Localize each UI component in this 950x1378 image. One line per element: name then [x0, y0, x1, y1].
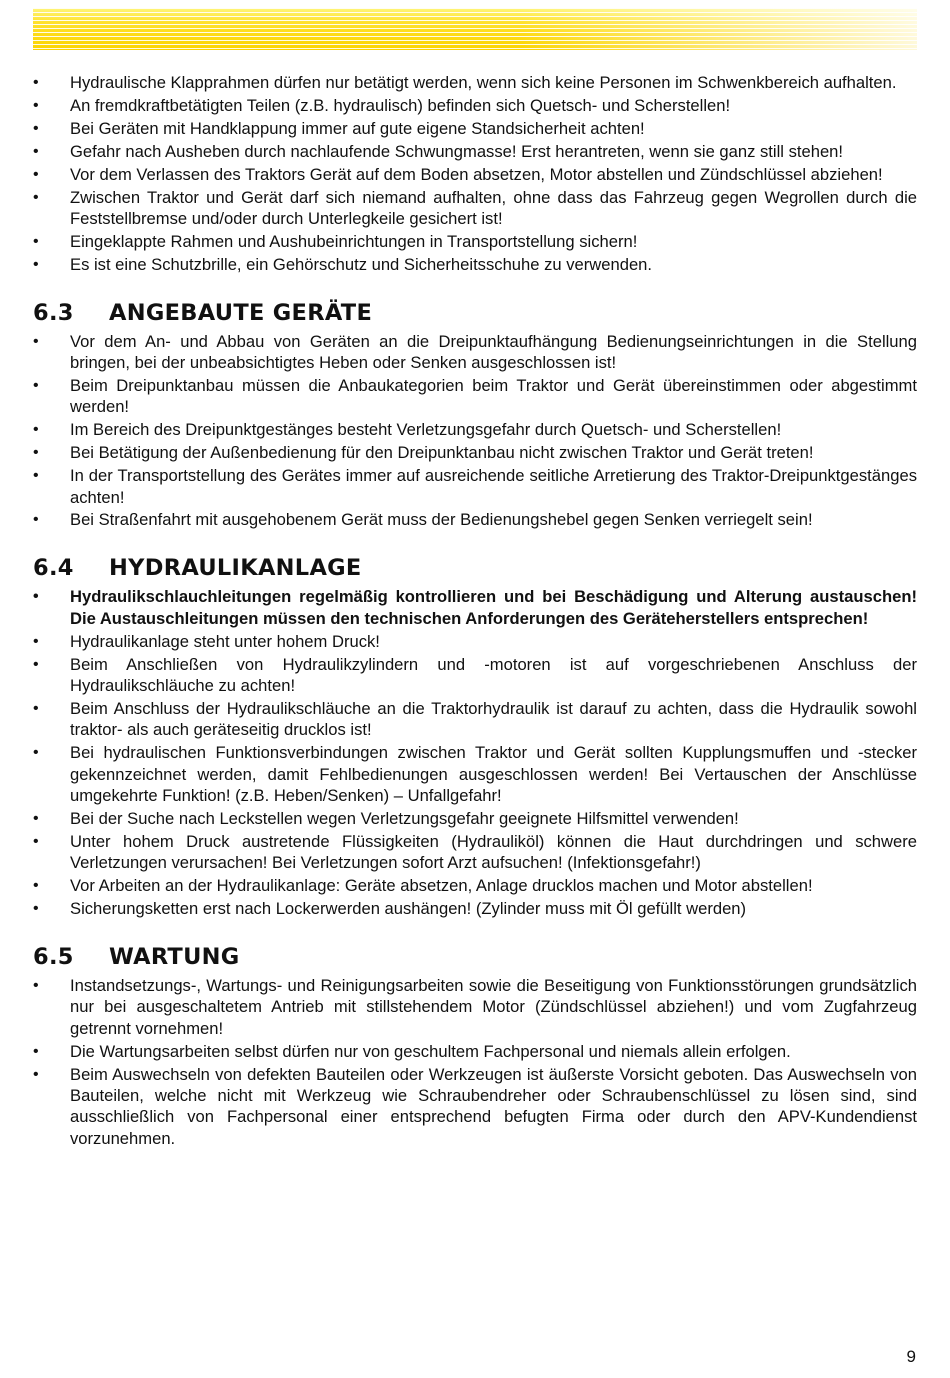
section-number: 6.3 — [33, 299, 74, 326]
banner-stripes — [33, 8, 917, 50]
list-item-bold: • Hydraulikschlauchleitungen regelmäßig kontrollieren und bei Beschädigung und Alterung austauschen! Die Austauschleitungen müssen den technischen Anforderungen des Geräteherstellers entsprechen! — [33, 586, 917, 629]
list-item: • Beim Dreipunktanbau müssen die Anbaukategorien beim Traktor und Gerät übereinstimmen oder abgestimmt werden! — [33, 375, 917, 418]
list-item: • Bei hydraulischen Funktionsverbindungen zwischen Traktor und Gerät sollten Kupplungsmuffen und -stecker gekennzeichnet werden, damit Fehlbedienungen ausgeschlossen werden! Bei Vertauschen der Anschlüsse umgekehrte Funktion! (z.B. Heben/Senken) – Unfallgefahr! — [33, 742, 917, 806]
section-title: HYDRAULIKANLAGE — [109, 555, 362, 582]
list-item: • Bei der Suche nach Leckstellen wegen Verletzungsgefahr geeignete Hilfsmittel verwenden! — [33, 808, 917, 829]
section-title: ANGEBAUTE GERÄTE — [109, 299, 373, 326]
intro-bullet-list — [33, 72, 917, 275]
document-body — [33, 72, 917, 1151]
list-item: • Vor dem Verlassen des Traktors Gerät auf dem Boden absetzen, Motor abstellen und Zündschlüssel abziehen! — [33, 164, 917, 185]
list-item: • Vor dem An- und Abbau von Geräten an die Dreipunktaufhängung Bedienungseinrichtungen in die Stellung bringen, bei der unbeabsichtigtes Heben oder Senken ausgeschlossen ist! — [33, 331, 917, 374]
list-item: • Beim Anschließen von Hydraulikzylindern und -motoren ist auf vorgeschriebenen Anschluss der Hydraulikschläuche zu achten! — [33, 654, 917, 697]
list-item: • Beim Anschluss der Hydraulikschläuche an die Traktorhydraulik ist darauf zu achten, dass die Hydraulik sowohl traktor- als auch geräteseitig drucklos ist! — [33, 698, 917, 741]
list-item: • Eingeklappte Rahmen und Aushubeinrichtungen in Transportstellung sichern! — [33, 231, 917, 252]
section-title: WARTUNG — [109, 943, 240, 970]
section-6-5-bullet-list — [33, 975, 917, 1149]
section-number: 6.5 — [33, 943, 74, 970]
section-heading-6-4 — [33, 555, 917, 581]
list-item: • Zwischen Traktor und Gerät darf sich niemand aufhalten, ohne dass das Fahrzeug gegen Wegrollen durch die Feststellbremse und/oder durch Unterlegkeile gesichert ist! — [33, 187, 917, 230]
list-item: • Die Wartungsarbeiten selbst dürfen nur von geschultem Fachpersonal und niemals allein erfolgen. — [33, 1041, 917, 1062]
list-item: • Vor Arbeiten an der Hydraulikanlage: Geräte absetzen, Anlage drucklos machen und Motor abstellen! — [33, 875, 917, 896]
list-item: • Sicherungsketten erst nach Lockerwerden aushängen! (Zylinder muss mit Öl gefüllt werden) — [33, 898, 917, 919]
header-banner — [33, 8, 917, 50]
list-item: • In der Transportstellung des Gerätes immer auf ausreichende seitliche Arretierung des Traktor-Dreipunktgestänges achten! — [33, 465, 917, 508]
section-6-3-bullet-list — [33, 331, 917, 531]
list-item: • Es ist eine Schutzbrille, ein Gehörschutz und Sicherheitsschuhe zu verwenden. — [33, 254, 917, 275]
list-item: • Beim Auswechseln von defekten Bauteilen oder Werkzeugen ist äußerste Vorsicht geboten. Das Auswechseln von Bauteilen, welche nicht mit Werkzeug wie Schraubendreher oder Schraubenschlüssel zu lösen sind, sind ausschließlich von Fachpersonal einer entsprechend befugten Firma oder durch den APV-Kundendienst vorzunehmen. — [33, 1064, 917, 1150]
list-item: • Bei Betätigung der Außenbedienung für den Dreipunktanbau nicht zwischen Traktor und Gerät treten! — [33, 442, 917, 463]
list-item: • Hydraulische Klapprahmen dürfen nur betätigt werden, wenn sich keine Personen im Schwenkbereich aufhalten. — [33, 72, 917, 93]
list-item: • Im Bereich des Dreipunktgestänges besteht Verletzungsgefahr durch Quetsch- und Scherstellen! — [33, 419, 917, 440]
list-item: • Bei Geräten mit Handklappung immer auf gute eigene Standsicherheit achten! — [33, 118, 917, 139]
list-item: • Hydraulikanlage steht unter hohem Druck! — [33, 631, 917, 652]
list-item: • An fremdkraftbetätigten Teilen (z.B. hydraulisch) befinden sich Quetsch- und Scherstellen! — [33, 95, 917, 116]
section-6-4-bullet-list — [33, 586, 917, 919]
list-item: • Bei Straßenfahrt mit ausgehobenem Gerät muss der Bedienungshebel gegen Senken verriegelt sein! — [33, 509, 917, 530]
section-heading-6-5 — [33, 944, 917, 970]
list-item: • Unter hohem Druck austretende Flüssigkeiten (Hydrauliköl) können die Haut durchdringen und schwere Verletzungen verursachen! Bei Verletzungen sofort Arzt aufsuchen! (Infektionsgefahr!) — [33, 831, 917, 874]
list-item: • Instandsetzungs-, Wartungs- und Reinigungsarbeiten sowie die Beseitigung von Funktionsstörungen grundsätzlich nur bei ausgeschaltetem Antrieb mit stillstehendem Motor (Zündschlüssel abziehen!) und vom Zugfahrzeug getrennt vornehmen! — [33, 975, 917, 1039]
section-heading-6-3 — [33, 300, 917, 326]
page-number: 9 — [906, 1347, 916, 1366]
section-number: 6.4 — [33, 555, 74, 582]
list-item: • Gefahr nach Ausheben durch nachlaufende Schwungmasse! Erst herantreten, wenn sie ganz still stehen! — [33, 141, 917, 162]
